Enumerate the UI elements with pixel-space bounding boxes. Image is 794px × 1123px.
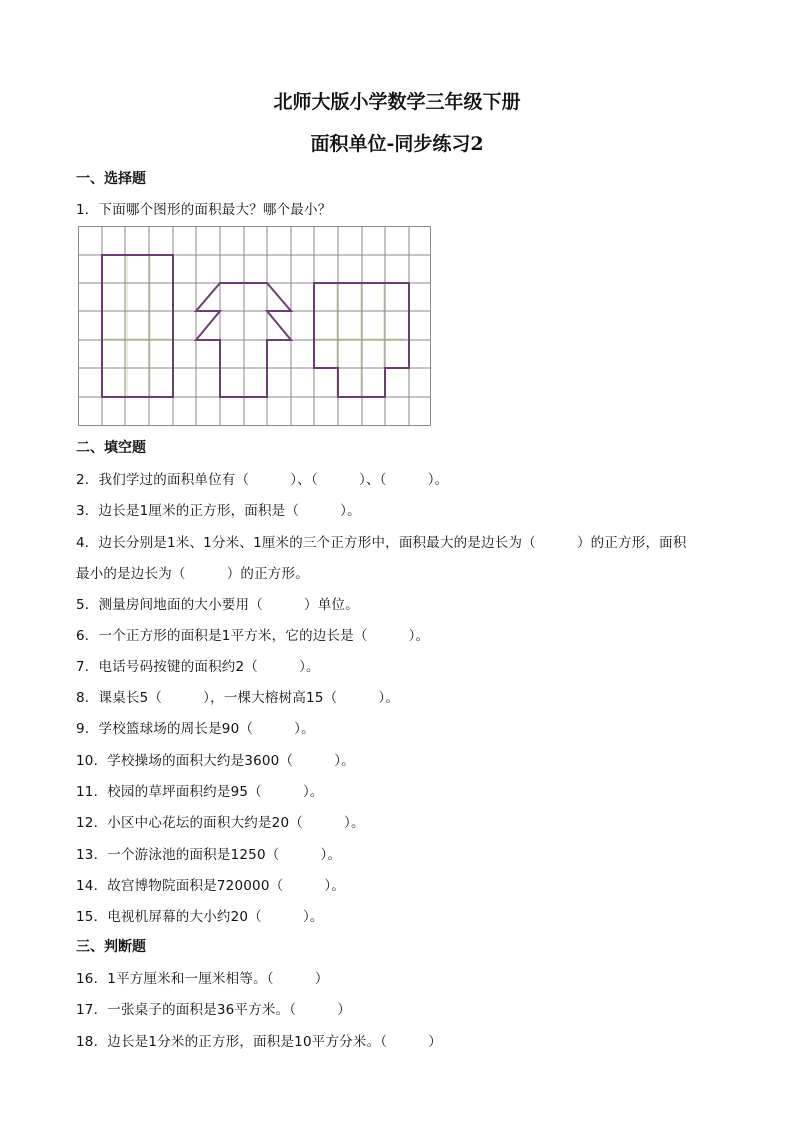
question-14: 14．故宫博物院面积是720000（ ）。 (76, 878, 346, 894)
page-title: 北师大版小学数学三年级下册 (273, 91, 521, 113)
question-13: 13．一个游泳池的面积是1250（ ）。 (76, 847, 342, 863)
question-2: 2．我们学过的面积单位有（ ）、（ ）、（ ）。 (76, 472, 449, 488)
question-1: 1．下面哪个图形的面积最大？哪个最小？ (76, 202, 332, 218)
question-7: 7．电话号码按键的面积约2（ ）。 (76, 659, 320, 675)
question-4: 4．边长分别是1米、1分米、1厘米的三个正方形中，面积最大的是边长为（ ）的正方形，面积 (76, 535, 687, 551)
question-3: 3．边长是1厘米的正方形，面积是（ ）。 (76, 503, 361, 519)
question-6: 6．一个正方形的面积是1平方米，它的边长是（ ）。 (76, 628, 430, 644)
question-10: 10．学校操场的面积大约是3600（ ）。 (76, 753, 355, 769)
shape-rectangle (102, 255, 173, 397)
question-18: 18．边长是1分米的正方形，面积是10平方分米。（ ） (76, 1034, 442, 1050)
question-16: 16．1平方厘米和一厘米相等。（ ） (76, 971, 329, 987)
question-5: 5．测量房间地面的大小要用（ ）单位。 (76, 597, 359, 613)
question-9: 9．学校篮球场的周长是90（ ）。 (76, 721, 315, 737)
section-judge: 三、判断题 (76, 939, 146, 955)
question-15: 15．电视机屏幕的大小约20（ ）。 (76, 909, 324, 925)
question-12: 12．小区中心花坛的面积大约是20（ ）。 (76, 815, 365, 831)
page-subtitle: 面积单位-同步练习2 (310, 133, 484, 155)
question-17: 17．一张桌子的面积是36平方米。（ ） (76, 1002, 352, 1018)
question-4-continued: 最小的是边长为（ ）的正方形。 (76, 566, 309, 582)
section-fill: 二、填空题 (76, 440, 146, 456)
question-11: 11．校园的草坪面积约是95（ ）。 (76, 784, 324, 800)
grid-figure (78, 226, 434, 428)
question-8: 8．课桌长5（ ），一棵大榕树高15（ ）。 (76, 690, 400, 706)
section-choice: 一、选择题 (76, 171, 146, 187)
